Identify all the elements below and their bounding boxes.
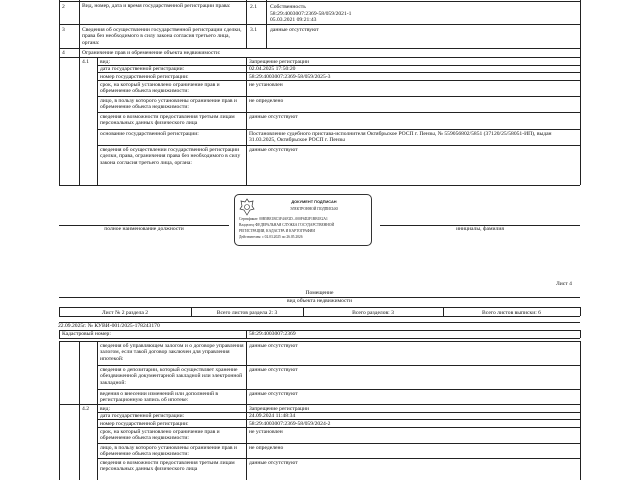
enc2-date-value: 24.09.2024 11:48:34: [249, 413, 296, 419]
enc1-person-value: не определено: [249, 98, 284, 104]
enc1-date-label: дата государственной регистрации:: [100, 66, 185, 72]
enc1-date-value: 02.04.2025 17:50:20: [249, 66, 296, 72]
enc1-nocons-label: сведения об осуществлении государственной регистрации сделки, права, ограничения права без необходимого в силу закона согласия третьего лица, органа:: [100, 147, 241, 166]
pledge-manager-label: сведения об управляющем залогом и о договоре управления залогом, если такой договор заключен для управления ипотекой:: [100, 343, 244, 362]
row4-num: 4: [62, 50, 65, 56]
extract-reference: 22.09.2025г. № КУВИ-001/2025-178243170: [58, 323, 160, 329]
enc2-num-label: номер государственной регистрации:: [100, 421, 189, 427]
stamp-validity: Действителен: с 02.03.2025 по 26.05.2026: [239, 235, 303, 239]
row2-num: 2: [62, 4, 65, 10]
coat-of-arms-icon: [239, 198, 255, 216]
enc1-term-value: не установлен: [249, 82, 283, 88]
enc2-consent-label: сведения о возможности предоставления третьим лицам персональных данных физического лица: [100, 460, 235, 473]
enc2-person-value: не определено: [249, 445, 284, 451]
enc1-vid-label: вид:: [100, 59, 111, 65]
enc1-consent-label: сведения о возможности предоставления третьим лицам персональных данных физического лица: [100, 114, 235, 127]
row3-value: данные отсутствуют: [270, 27, 319, 33]
enc2-vid-value: Запрещение регистрации: [249, 406, 309, 412]
enc1-basis-value: Постановление судебного пристава-исполнителя Октябрьское РОСП г. Пензы, № 559056802/5851 (37120/25/58051-ИП), выдан 31.03.2025, Октябрьское РОСП г. Пензы: [249, 131, 552, 144]
position-label: полное наименование должности: [104, 226, 184, 232]
object-type-caption: вид объекта недвижимости: [287, 298, 352, 304]
pledge-manager-value: данные отсутствуют: [249, 343, 298, 349]
depositary-label: сведения о депозитарии, который осуществляет хранение обездвиженной документарной закладной или электронной закладной:: [100, 367, 243, 386]
e-signature-stamp: [234, 194, 372, 246]
enc1-vid-value: Запрещение регистрации: [249, 59, 309, 65]
enc2-sub: 4.2: [82, 406, 89, 412]
sheet-number: Лист № 2 раздела 2: [101, 310, 149, 316]
row3-sub: 3.1: [250, 27, 257, 33]
row3-label: Сведения об осуществлении государственной регистрации сделки, права без необходимого в силу закона согласия третьего лица, органа:: [82, 27, 242, 46]
enc1-term-label: срок, на который установлено ограничение прав и обременение объекта недвижимости:: [100, 82, 220, 95]
enc2-term-value: не установлен: [249, 429, 283, 435]
object-type: Помещение: [305, 290, 334, 296]
row2-label: Вид, номер, дата и время государственной регистрации права:: [82, 3, 231, 9]
row2-value-1: Собственность: [270, 4, 306, 10]
enc2-date-label: дата государственной регистрации:: [100, 413, 185, 419]
stamp-owner-1: Владелец: ФЕДЕРАЛЬНАЯ СЛУЖБА ГОСУДАРСТВЕННОЙ: [239, 223, 335, 227]
enc1-consent-value: данные отсутствуют: [249, 114, 298, 120]
sheet-label: Лист 4: [556, 281, 572, 287]
enc1-nocons-value: данные отсутствуют: [249, 147, 298, 153]
stamp-subtitle: ЭЛЕКТРОННОЙ ПОДПИСЬЮ: [289, 207, 339, 211]
total-sheets: Всего листов выписки: 6: [482, 310, 541, 316]
name-label: инициалы, фамилия: [456, 226, 504, 232]
changes-label: ведения о внесении изменений или дополнений в регистрационную запись об ипотеке:: [100, 391, 218, 404]
enc1-person-label: лицо, в пользу которого установлены ограничение прав и обременение объекта недвижимости:: [100, 98, 237, 111]
row2-sub: 2.1: [250, 4, 257, 10]
enc2-consent-value: данные отсутствуют: [249, 460, 298, 466]
changes-value: данные отсутствуют: [249, 391, 298, 397]
total-sections: Всего разделов: 3: [352, 310, 394, 316]
enc1-sub: 4.1: [82, 59, 89, 65]
row2-value-2: 58:29:4003007:2369-58/059/2021-1: [270, 11, 352, 17]
enc2-num-value: 58:29:4003007:2369-58/059/2024-2: [249, 421, 331, 427]
row2-value-3: 05.03.2021 09:21:43: [270, 17, 317, 23]
depositary-value: данные отсутствуют: [249, 367, 298, 373]
enc1-basis-label: основание государственной регистрации:: [100, 131, 199, 137]
enc2-person-label: лицо, в пользу которого установлены ограничение прав и обременение объекта недвижимости:: [100, 445, 237, 458]
enc1-num-value: 58:29:4003007:2369-58/059/2025-3: [249, 74, 331, 80]
row4-label: Ограничение прав и обременение объекта недвижимости:: [82, 50, 221, 56]
enc1-num-label: номер государственной регистрации:: [100, 74, 189, 80]
row3-num: 3: [62, 27, 65, 33]
enc2-term-label: срок, на который установлено ограничение прав и обременение объекта недвижимости:: [100, 429, 220, 442]
cadastral-number: 58:29:4003007:2369: [249, 331, 296, 337]
stamp-title: ДОКУМЕНТ ПОДПИСАН: [291, 199, 337, 204]
enc2-vid-label: вид:: [100, 406, 111, 412]
cadastral-label: Кадастровый номер:: [62, 331, 111, 337]
total-sheets-section: Всего листов раздела 2: 3: [216, 310, 278, 316]
stamp-owner-2: РЕГИСТРАЦИИ, КАДАСТРА И КАРТОГРАФИИ: [239, 229, 315, 233]
stamp-cert: Сертификат: 00B5BE1BC3F4AF2D...000F6D2F1BB1E2A1: [239, 217, 328, 221]
